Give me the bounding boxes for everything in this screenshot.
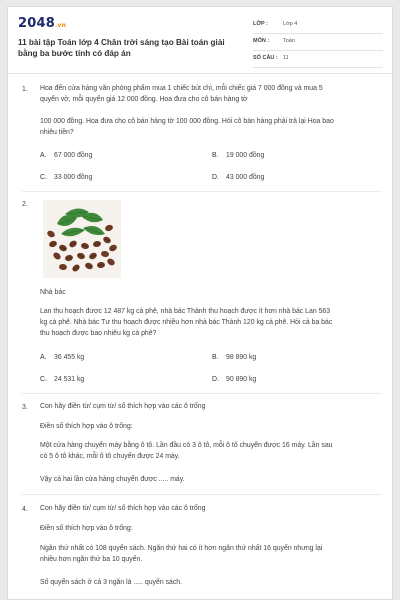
question-divider — [22, 494, 382, 495]
question-instruction: Điền số thích hợp vào ô trống: — [40, 525, 133, 532]
option-letter: C. — [40, 174, 47, 181]
question-line: 100 000 đồng. Hoa đưa cho cô bán hàng tờ 100 000 đồng. Hỏi cô bán hàng phải trả lại Hoa bao — [40, 118, 334, 125]
answer-option-b[interactable] — [212, 152, 264, 159]
coffee-beans-image — [43, 200, 121, 278]
answer-option-c[interactable] — [40, 174, 92, 181]
worksheet-page — [7, 6, 393, 600]
question-prompt: Con hãy điền từ/ cụm từ/ số thích hợp vào các ô trống — [40, 505, 206, 512]
meta-row-grade — [253, 17, 383, 34]
answer-option-c[interactable] — [40, 376, 84, 383]
meta-label: SỐ CÂU : — [253, 55, 278, 61]
option-letter: B. — [212, 152, 219, 159]
meta-row-subject — [253, 34, 383, 51]
option-text: 67 000 đồng — [54, 152, 93, 159]
option-text: 33 000 đồng — [54, 174, 93, 181]
worksheet-meta — [253, 17, 383, 68]
option-text: 19 000 đồng — [226, 152, 265, 159]
question-prompt: Con hãy điền từ/ cụm từ/ số thích hợp vào các ô trống — [40, 403, 206, 410]
question-line: Hoa đến cửa hàng văn phòng phẩm mua 1 chiếc bút chì, mỗi chiếc giá 7 000 đồng và mua 5 — [40, 85, 323, 92]
meta-row-count — [253, 51, 383, 68]
question-text — [40, 306, 386, 339]
logo-main: 2048 — [18, 16, 55, 31]
option-letter: D. — [212, 376, 219, 383]
answer-option-d[interactable] — [212, 174, 264, 181]
option-letter: C. — [40, 376, 47, 383]
question-instruction: Điền số thích hợp vào ô trống: — [40, 423, 133, 430]
meta-label: LỚP : — [253, 21, 268, 27]
question-line: Lan thu hoạch được 12 487 kg cà phê, nhà bác Thành thu hoạch được ít hơn nhà bác Lan 563 — [40, 308, 331, 315]
option-letter: B. — [212, 354, 219, 361]
option-letter: A. — [40, 354, 47, 361]
meta-value: Lớp 4 — [283, 21, 298, 27]
question-line: thu hoạch được bao nhiêu kg cà phê? — [40, 330, 157, 337]
fill-in-blank[interactable]: Vậy cả hai lần cửa hàng chuyển được ..... máy. — [40, 476, 185, 483]
question-line: kg cà phê. Nhà bác Tư thu hoạch được nhiều hơn nhà bác Thành 120 kg cà phê. Hỏi cả ba bác — [40, 319, 333, 326]
answer-option-a[interactable] — [40, 354, 84, 361]
option-text: 24 531 kg — [54, 376, 85, 383]
question-text — [40, 440, 386, 462]
question-divider — [22, 191, 382, 192]
question-number: 2. — [22, 201, 28, 208]
option-text: 90 890 kg — [226, 376, 257, 383]
question-line: nhiêu tiền? — [40, 129, 74, 136]
question-line: có 5 ô tô khác, mỗi ô tô chuyển được 24 máy. — [40, 453, 180, 460]
question-line: Ngăn thứ nhất có 108 quyển sách. Ngăn thứ hai có ít hơn ngăn thứ nhất 16 quyển nhưng lại — [40, 545, 323, 552]
option-text: 98 890 kg — [226, 354, 257, 361]
image-caption: Nhà bác — [40, 289, 66, 296]
meta-label: MÔN : — [253, 38, 270, 44]
question-line: nhiều hơn ngăn thứ ba 10 quyển. — [40, 556, 143, 563]
coffee-beans-illustration — [43, 200, 121, 278]
question-line: quyển vở, mỗi quyển giá 12 000 đồng. Hoa đưa cho cô bán hàng tờ — [40, 96, 248, 103]
question-text — [40, 543, 386, 565]
option-text: 43 000 đồng — [226, 174, 265, 181]
option-letter: A. — [40, 152, 47, 159]
option-text: 36 455 kg — [54, 354, 85, 361]
fill-in-blank[interactable]: Số quyển sách ở cả 3 ngăn là ..... quyển sách. — [40, 579, 183, 586]
answer-option-d[interactable] — [212, 376, 256, 383]
question-divider — [22, 393, 382, 394]
answer-option-b[interactable] — [212, 354, 256, 361]
logo-suffix: .vn — [54, 22, 67, 29]
worksheet-header — [8, 7, 393, 74]
answer-option-a[interactable] — [40, 152, 92, 159]
question-text — [40, 83, 386, 105]
question-number: 1. — [22, 86, 28, 93]
question-number: 4. — [22, 506, 28, 513]
option-letter: D. — [212, 174, 219, 181]
meta-value: Toán — [283, 38, 295, 44]
question-number: 3. — [22, 404, 28, 411]
question-line: Một cửa hàng chuyển máy bằng ô tô. Lần đầu có 3 ô tô, mỗi ô tô chuyển được 16 máy. Lần sau — [40, 442, 333, 449]
question-text — [40, 116, 386, 138]
site-logo[interactable] — [18, 16, 66, 31]
worksheet-title: 11 bài tập Toán lớp 4 Chân trời sáng tạo Bài toán giải bằng ba bước tính có đáp án — [18, 38, 225, 58]
meta-value: 11 — [283, 55, 289, 61]
